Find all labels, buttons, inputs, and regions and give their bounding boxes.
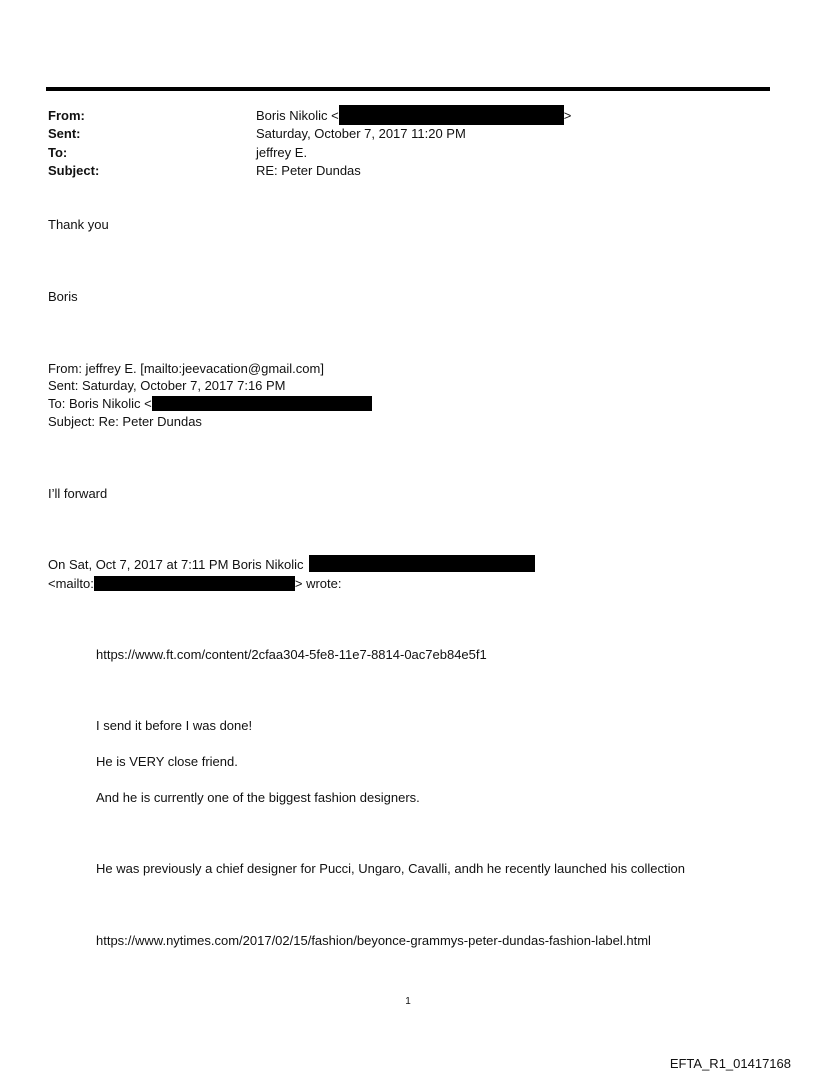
ft-link[interactable]: https://www.ft.com/content/2cfaa304-5fe8-11e7-8814-0ac7eb84e5f1	[96, 647, 487, 662]
mailto-prefix: <mailto:	[48, 576, 94, 591]
paragraph-4: He was previously a chief designer for Pucci, Ungaro, Cavalli, andh he recently launched his collection	[96, 861, 685, 876]
quoted-sent: Sent: Saturday, October 7, 2017 7:16 PM	[48, 378, 286, 393]
reply-line: Thank you	[48, 217, 109, 232]
paragraph-2: He is VERY close friend.	[96, 754, 238, 769]
paragraph-3: And he is currently one of the biggest fashion designers.	[96, 790, 420, 805]
quoted-from: From: jeffrey E. [mailto:jeevacation@gmail.com]	[48, 361, 324, 376]
to-label: To:	[48, 145, 68, 160]
sent-label: Sent:	[48, 126, 81, 141]
quoted2-mailto	[48, 576, 342, 592]
subject-value: RE: Peter Dundas	[256, 163, 361, 178]
sent-value: Saturday, October 7, 2017 11:20 PM	[256, 126, 466, 141]
nytimes-link[interactable]: https://www.nytimes.com/2017/02/15/fashion/beyonce-grammys-peter-dundas-fashion-label.html	[96, 933, 651, 948]
subject-label: Subject:	[48, 163, 100, 178]
from-name: Boris Nikolic <	[256, 108, 339, 123]
paragraph-1: I send it before I was done!	[96, 718, 253, 733]
quoted-body: I’ll forward	[48, 486, 108, 501]
mailto-suffix: > wrote:	[294, 576, 342, 591]
redaction-block	[309, 555, 535, 572]
reply-signature: Boris	[48, 289, 78, 304]
redaction-block	[339, 105, 564, 125]
to-value: jeffrey E.	[256, 145, 308, 160]
quoted-to-text: To: Boris Nikolic <	[48, 396, 152, 411]
quoted2-intro	[48, 557, 535, 573]
from-value	[256, 108, 571, 125]
quoted2-intro-text: On Sat, Oct 7, 2017 at 7:11 PM Boris Nikolic	[48, 557, 304, 572]
redaction-block	[152, 396, 372, 411]
from-label: From:	[48, 108, 85, 123]
page-number: 1	[405, 996, 411, 1007]
document-id: EFTA_R1_01417168	[669, 1056, 791, 1071]
from-close-bracket: >	[563, 108, 572, 123]
header-rule	[46, 87, 770, 91]
quoted-subject: Subject: Re: Peter Dundas	[48, 414, 202, 429]
redaction-block	[94, 576, 295, 591]
quoted-to	[48, 396, 372, 412]
